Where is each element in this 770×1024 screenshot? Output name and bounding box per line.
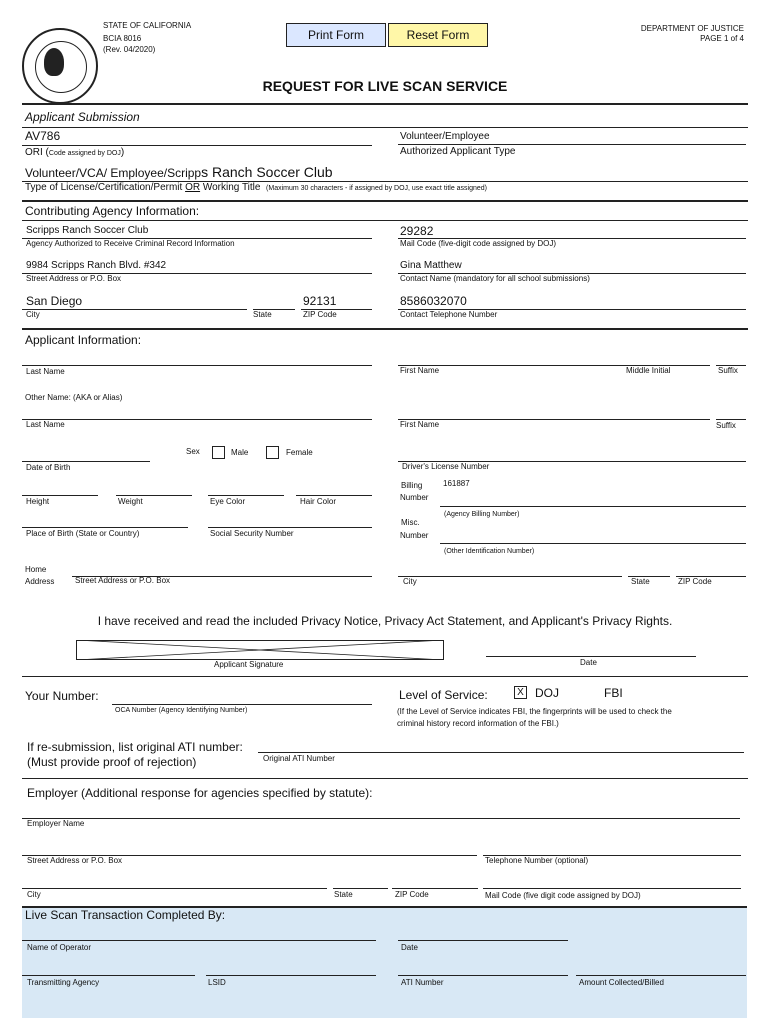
privacy-statement: I have received and read the included Privacy Notice, Privacy Act Statement, and Applicant's Privacy Rights.: [97, 614, 673, 628]
transmitting-agency-line[interactable]: [22, 975, 195, 976]
phone-label: Contact Telephone Number: [400, 310, 498, 319]
home-zip-label: ZIP Code: [678, 577, 712, 586]
employer-name-label: Employer Name: [27, 819, 85, 828]
mail-code-label: Mail Code (five-digit code assigned by DOJ): [400, 239, 557, 248]
applicant-info-rule: [22, 328, 748, 330]
title-rule: [22, 103, 748, 105]
service-rule: [22, 676, 748, 677]
lsid-line[interactable]: [206, 975, 376, 976]
state-label: STATE OF CALIFORNIA: [103, 21, 192, 30]
aka-first-name-line[interactable]: [398, 419, 710, 420]
fbi-note-1: (If the Level of Service indicates FBI, the fingerprints will be used to check the: [397, 707, 672, 716]
license-label: Type of License/Certification/Permit OR Working Title (Maximum 30 characters - if assigned by DOJ, use exact title assigned): [25, 182, 488, 193]
department-label: DEPARTMENT OF JUSTICE: [640, 24, 744, 33]
agency-label: Agency Authorized to Receive Criminal Record Information: [26, 239, 235, 248]
first-name-label: First Name: [400, 366, 440, 375]
ati-number-line[interactable]: [398, 975, 568, 976]
oca-number-label: OCA Number (Agency Identifying Number): [115, 707, 248, 714]
signature-field[interactable]: [76, 640, 444, 660]
home-state-label: State: [631, 577, 650, 586]
ori-line: [22, 145, 372, 146]
home-street-label: Street Address or P.O. Box: [75, 576, 171, 585]
home-city-label: City: [403, 577, 417, 586]
pob-line[interactable]: [22, 527, 188, 528]
state-label-agency: State: [253, 310, 272, 319]
dob-line[interactable]: [22, 461, 150, 462]
sex-label: Sex: [186, 447, 200, 456]
hair-color-line[interactable]: [296, 495, 372, 496]
home-label-1: Home: [25, 565, 47, 574]
eye-color-label: Eye Color: [210, 497, 246, 506]
original-ati-label: Original ATI Number: [263, 754, 335, 763]
drivers-license-label: Driver's License Number: [402, 462, 490, 471]
employer-zip-label: ZIP Code: [395, 890, 429, 899]
billing-label-1: Billing: [401, 481, 423, 490]
misc-number-note: (Other Identification Number): [444, 548, 535, 555]
doj-checkbox[interactable]: X: [514, 686, 527, 699]
aka-suffix-label: Suffix: [716, 421, 736, 430]
ati-number-label: ATI Number: [401, 978, 444, 987]
resubmission-label-2: (Must provide proof of rejection): [27, 755, 197, 769]
misc-number-line[interactable]: [440, 543, 746, 544]
home-label-2: Address: [25, 577, 55, 586]
amount-label: Amount Collected/Billed: [579, 978, 664, 987]
transmitting-agency-label: Transmitting Agency: [27, 978, 100, 987]
aka-suffix-line[interactable]: [716, 419, 746, 420]
agency-top-rule: [22, 200, 748, 202]
last-name-label: Last Name: [26, 367, 65, 376]
weight-label: Weight: [118, 497, 143, 506]
billing-label-2: Number: [400, 493, 429, 502]
female-label: Female: [286, 448, 313, 457]
employer-name-line[interactable]: [22, 818, 740, 819]
ssn-label: Social Security Number: [210, 529, 294, 538]
misc-label-1: Misc.: [401, 518, 420, 527]
billing-number-line: [440, 506, 746, 507]
zip-value[interactable]: 92131: [303, 294, 337, 308]
city-line: [22, 309, 247, 310]
applicant-submission-heading: Applicant Submission: [25, 110, 140, 124]
employer-mail-code-line[interactable]: [483, 888, 741, 889]
employer-state-line[interactable]: [333, 888, 388, 889]
page-number: PAGE 1 of 4: [700, 34, 744, 43]
phone-value[interactable]: 8586032070: [400, 294, 467, 308]
billing-number-note: (Agency Billing Number): [444, 511, 520, 518]
form-title: REQUEST FOR LIVE SCAN SERVICE: [262, 78, 508, 94]
seal-figure: [44, 48, 64, 76]
middle-initial-label: Middle Initial: [626, 366, 671, 375]
weight-line[interactable]: [116, 495, 192, 496]
amount-line[interactable]: [576, 975, 746, 976]
suffix-label: Suffix: [718, 366, 738, 375]
employer-city-label: City: [27, 890, 41, 899]
contact-name-label: Contact Name (mandatory for all school submissions): [400, 274, 590, 283]
dob-label: Date of Birth: [26, 463, 71, 472]
female-checkbox[interactable]: [266, 446, 279, 459]
doj-label: DOJ: [535, 686, 559, 700]
pob-label: Place of Birth (State or Country): [26, 529, 140, 538]
height-line[interactable]: [22, 495, 98, 496]
signature-date-label: Date: [580, 658, 597, 667]
male-label: Male: [231, 448, 249, 457]
license-value[interactable]: Volunteer/VCA/ Employee/Scripps Ranch Soccer Club: [25, 164, 333, 180]
employer-phone-label: Telephone Number (optional): [485, 856, 589, 865]
aka-last-name-line[interactable]: [22, 419, 372, 420]
form-revision: (Rev. 04/2020): [103, 45, 156, 54]
fbi-label: FBI: [604, 686, 623, 700]
lsid-label: LSID: [208, 978, 226, 987]
agency-value[interactable]: Scripps Ranch Soccer Club: [26, 225, 149, 236]
aka-first-name-label: First Name: [400, 420, 440, 429]
ori-value[interactable]: AV786: [25, 129, 61, 143]
print-form-button[interactable]: Print Form: [286, 23, 386, 47]
ssn-line[interactable]: [208, 527, 372, 528]
signature-label: Applicant Signature: [214, 660, 284, 669]
fbi-note-2: criminal history record information of the FBI.): [397, 719, 559, 728]
level-of-service-label: Level of Service:: [399, 688, 488, 702]
live-scan-heading: Live Scan Transaction Completed By:: [25, 908, 226, 922]
billing-number-value[interactable]: 161887: [443, 479, 470, 488]
misc-label-2: Number: [400, 531, 429, 540]
live-scan-section: [22, 906, 747, 1018]
hair-color-label: Hair Color: [300, 497, 337, 506]
section-rule: [22, 127, 748, 128]
agency-heading-rule: [22, 220, 748, 221]
reset-form-button[interactable]: Reset Form: [388, 23, 488, 47]
employer-city-line[interactable]: [22, 888, 327, 889]
applicant-info-heading: Applicant Information:: [25, 333, 142, 347]
male-checkbox[interactable]: [212, 446, 225, 459]
employer-street-label: Street Address or P.O. Box: [27, 856, 123, 865]
employer-state-label: State: [334, 890, 353, 899]
operator-label: Name of Operator: [27, 943, 92, 952]
original-ati-line[interactable]: [258, 752, 744, 753]
city-label: City: [26, 310, 40, 319]
operator-line[interactable]: [22, 940, 376, 941]
zip-label: ZIP Code: [303, 310, 337, 319]
applicant-type-value[interactable]: Volunteer/Employee: [400, 131, 490, 142]
aka-last-name-label: Last Name: [26, 420, 65, 429]
signature-date-line[interactable]: [486, 656, 696, 657]
live-scan-date-label: Date: [401, 943, 418, 952]
contact-name-value[interactable]: Gina Matthew: [400, 260, 462, 271]
live-scan-date-line[interactable]: [398, 940, 568, 941]
contributing-agency-heading: Contributing Agency Information:: [25, 204, 200, 218]
employer-zip-line[interactable]: [392, 888, 478, 889]
city-value[interactable]: San Diego: [26, 294, 83, 308]
resubmission-label-1: If re-submission, list original ATI number:: [27, 740, 243, 754]
last-name-line[interactable]: [22, 365, 372, 366]
street-value[interactable]: 9984 Scripps Ranch Blvd. #342: [26, 260, 167, 271]
employer-rule: [22, 778, 748, 779]
applicant-type-label: Authorized Applicant Type: [400, 146, 516, 157]
mail-code-value[interactable]: 29282: [400, 224, 434, 238]
employer-mail-code-label: Mail Code (five digit code assigned by DOJ): [485, 891, 641, 900]
street-label: Street Address or P.O. Box: [26, 274, 122, 283]
oca-number-line[interactable]: [112, 704, 372, 705]
form-code: BCIA 8016: [103, 34, 142, 43]
your-number-label: Your Number:: [25, 689, 99, 703]
eye-color-line[interactable]: [208, 495, 284, 496]
height-label: Height: [26, 497, 50, 506]
other-name-label: Other Name: (AKA or Alias): [25, 393, 123, 402]
home-city-line[interactable]: [398, 576, 622, 577]
applicant-type-line: [398, 144, 746, 145]
employer-heading: Employer (Additional response for agencies specified by statute):: [27, 786, 373, 800]
ori-label: ORI (Code assigned by DOJ): [25, 147, 125, 158]
